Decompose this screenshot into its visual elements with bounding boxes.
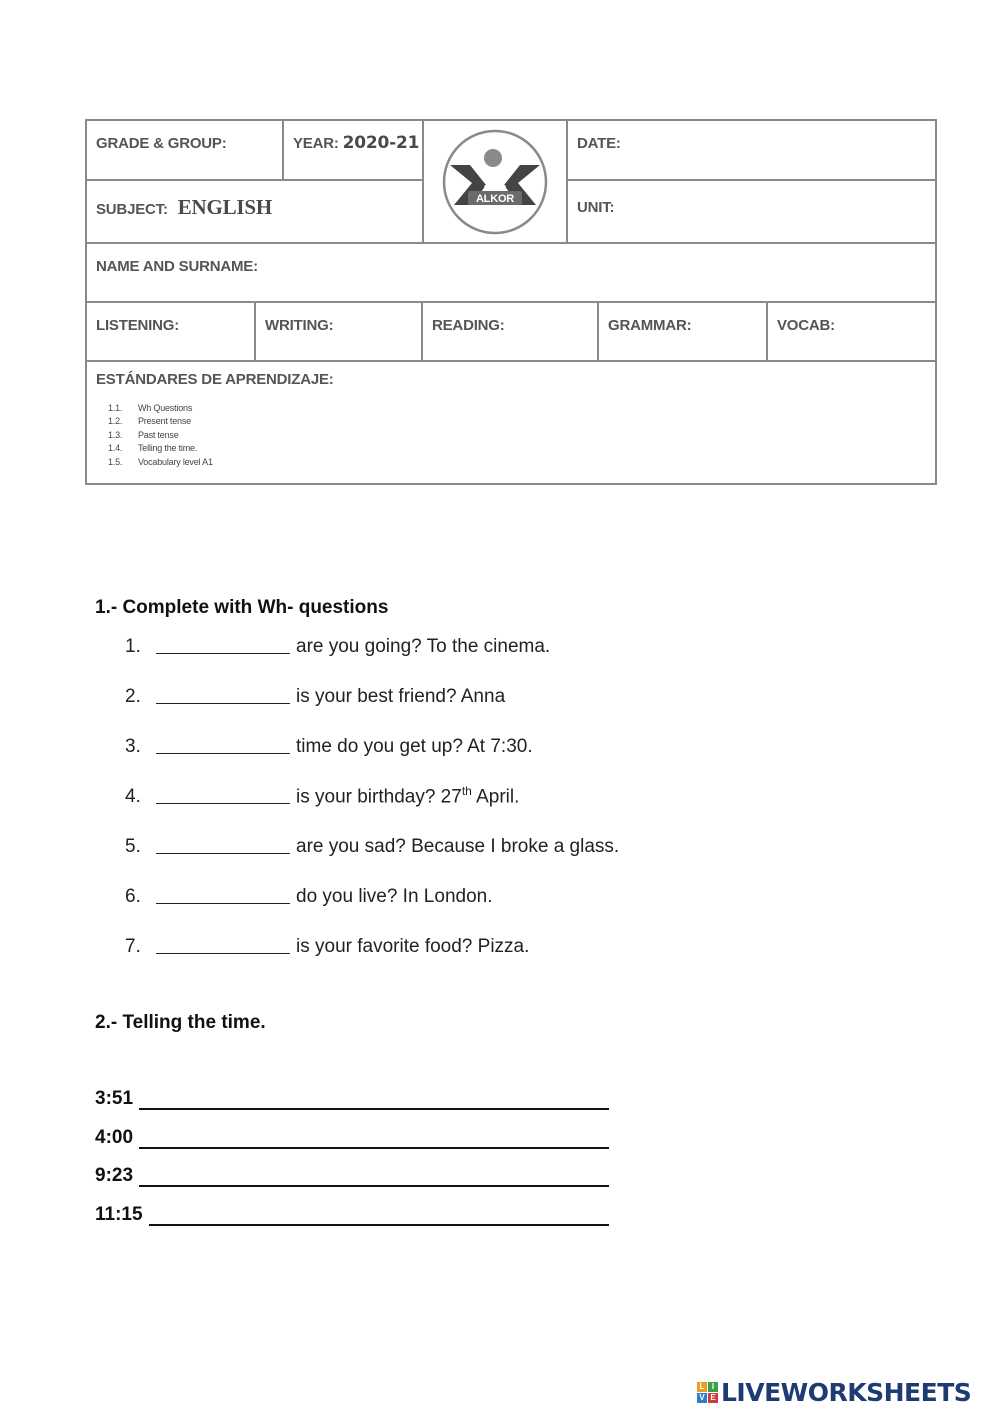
time-answer-line[interactable] [139, 1129, 609, 1149]
listening-label: LISTENING: [96, 317, 179, 334]
question-item: 5. are you sad? Because I broke a glass. [125, 836, 620, 857]
standard-item: 1.3. Past tense [108, 429, 179, 440]
header-table [85, 119, 937, 485]
time-row [95, 1204, 609, 1226]
subject-value: ENGLISH [177, 195, 273, 219]
time-row [95, 1127, 609, 1149]
grade-group-label: GRADE & GROUP: [96, 135, 227, 152]
exercise1-title: 1.- Complete with Wh- questions [95, 597, 389, 618]
liveworksheets-logo-icon: L I V E [697, 1382, 718, 1403]
time-answer-line[interactable] [139, 1090, 609, 1110]
writing-cell [254, 301, 423, 362]
liveworksheets-brand[interactable] [697, 1378, 971, 1407]
school-logo-icon [440, 127, 550, 237]
date-cell [566, 119, 937, 181]
time-label: 4:00 [95, 1127, 134, 1148]
question-item: 7. is your favorite food? Pizza. [125, 936, 530, 957]
standards-cell [85, 360, 937, 485]
logo-top: COLEGIO [484, 184, 506, 191]
answer-blank[interactable] [156, 784, 290, 804]
standard-item: 1.1. Wh Questions [108, 403, 193, 413]
name-label: NAME AND SURNAME: [96, 258, 258, 275]
exercise2-title: 2.- Telling the time. [95, 1012, 266, 1033]
question-item: 1. are you going? To the cinema. [125, 636, 551, 657]
grammar-cell [597, 301, 768, 362]
answer-blank[interactable] [156, 684, 290, 704]
grammar-label: GRAMMAR: [608, 317, 692, 334]
logo-cell [422, 119, 568, 244]
name-cell [85, 242, 937, 303]
exercise1-list [125, 634, 619, 984]
unit-label: UNIT: [577, 199, 615, 216]
date-label: DATE: [577, 135, 621, 152]
subject-label: SUBJECT: [96, 201, 168, 218]
standard-item: 1.2. Present tense [108, 416, 191, 427]
listening-cell [85, 301, 256, 362]
answer-blank[interactable] [156, 634, 290, 654]
time-label: 9:23 [95, 1165, 134, 1186]
time-answer-line[interactable] [149, 1206, 609, 1226]
vocab-label: VOCAB: [777, 317, 835, 334]
standard-item: 1.5. Vocabulary level A1 [108, 456, 213, 467]
brand-text: LIVEWORKSHEETS [721, 1378, 972, 1407]
vocab-cell [766, 301, 937, 362]
answer-blank[interactable] [156, 934, 290, 954]
time-answer-line[interactable] [139, 1167, 609, 1187]
standards-list [108, 402, 935, 469]
year-cell [282, 119, 424, 181]
standard-item: 1.4. Telling the time. [108, 443, 198, 454]
time-label: 3:51 [95, 1088, 134, 1109]
answer-blank[interactable] [156, 884, 290, 904]
time-row [95, 1088, 609, 1110]
reading-label: READING: [432, 317, 505, 334]
logo-name: ALKOR [475, 192, 515, 205]
answer-blank[interactable] [156, 734, 290, 754]
question-item: 2. is your best friend? Anna [125, 686, 506, 707]
answer-blank[interactable] [156, 834, 290, 854]
unit-cell [566, 179, 937, 244]
subject-cell [85, 179, 424, 244]
question-item: 3. time do you get up? At 7:30. [125, 736, 533, 757]
standards-label: ESTÁNDARES DE APRENDIZAJE: [96, 371, 334, 388]
year-value: 2020-21 [342, 133, 420, 153]
time-row [95, 1165, 609, 1187]
reading-cell [421, 301, 599, 362]
question-item: 6. do you live? In London. [125, 886, 493, 907]
writing-label: WRITING: [265, 317, 334, 334]
time-label: 11:15 [95, 1204, 143, 1225]
grade-group-cell [85, 119, 284, 181]
year-label: YEAR: [293, 135, 339, 152]
question-item: 4. is your birthday? 27th April. [125, 784, 520, 808]
